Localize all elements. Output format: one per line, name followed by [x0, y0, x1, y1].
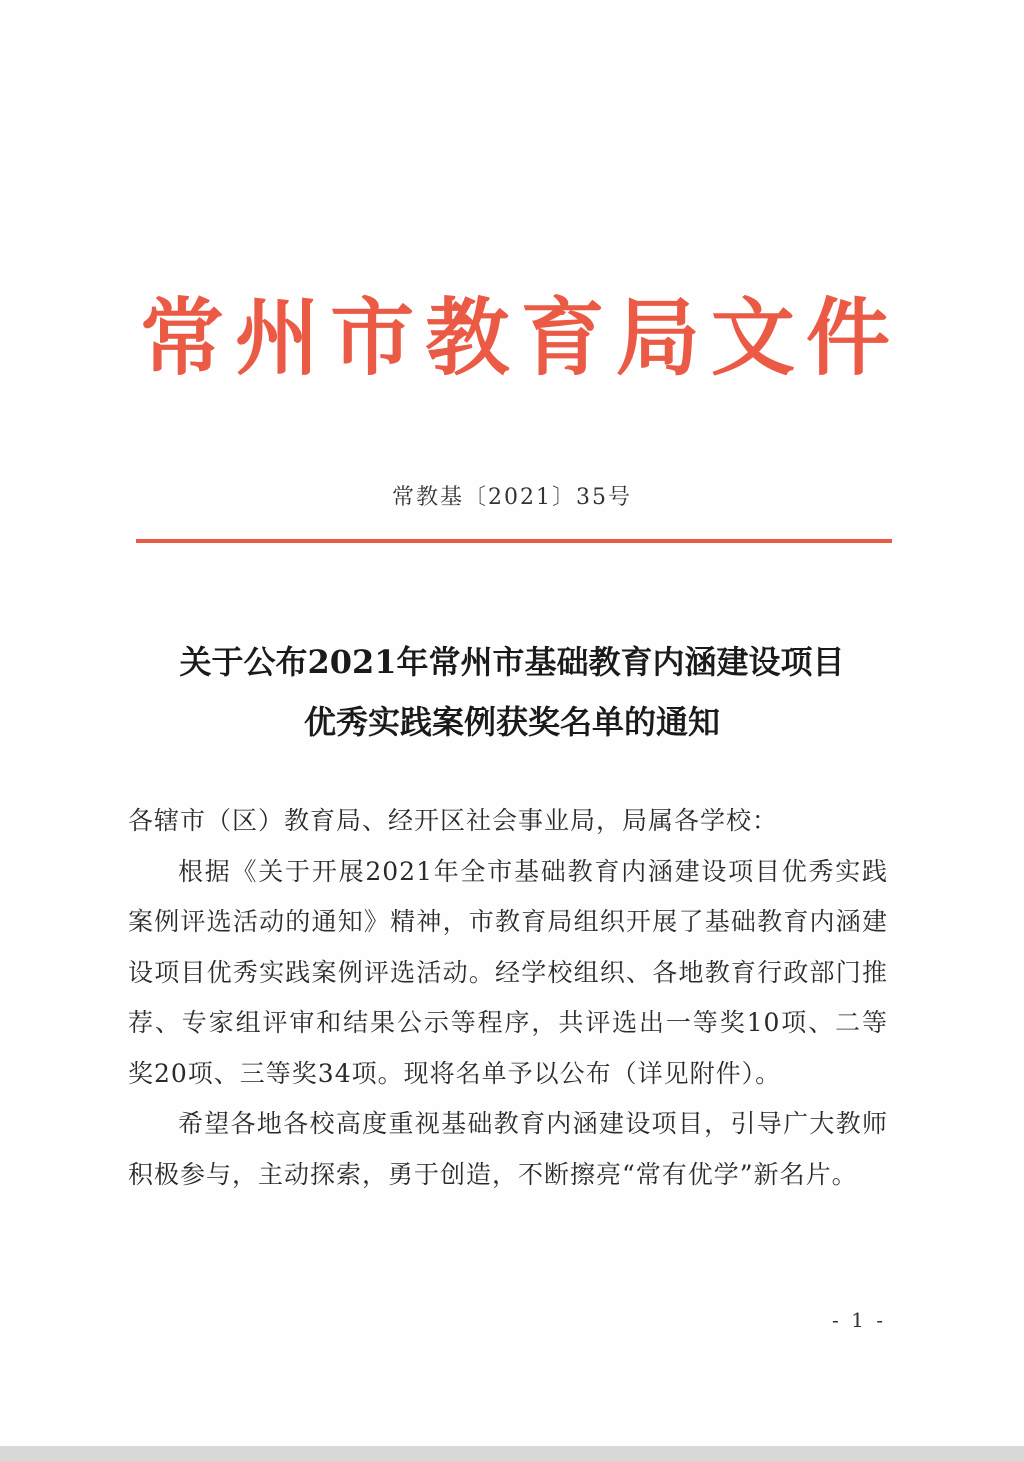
header-char: 市: [330, 288, 415, 387]
document-title-line-2: 优秀实践案例获奖名单的通知: [303, 703, 720, 741]
page-number: - 1 -: [832, 1308, 886, 1332]
document-number: 常教基〔2021〕35号: [392, 485, 632, 510]
header-char: 局: [615, 288, 700, 387]
body-paragraph-2: 希望各地各校高度重视基础教育内涵建设项目，引导广大教师积极参与，主动探索，勇于创造，不断擦亮“常有优学”新名片。: [128, 1109, 888, 1189]
red-divider: [136, 539, 892, 543]
header-char: 文: [710, 288, 795, 387]
salutation: 各辖市（区）教育局、经开区社会事业局，局属各学校：: [128, 806, 779, 835]
document-body: [128, 796, 888, 1200]
header-char: 育: [520, 288, 605, 387]
body-paragraph-1: 根据《关于开展2021年全市基础教育内涵建设项目优秀实践案例评选活动的通知》精神，市教育局组织开展了基础教育内涵建设项目优秀实践案例评选活动。经学校组织、各地教育行政部门推荐、专家组评审和结果公示等程序，共评选出一等奖10项、二等奖20项、三等奖34项。现将名单予以公布（详见附件）。: [128, 856, 888, 1088]
bottom-edge-bar: [0, 1446, 1024, 1461]
document-title-line-1: 关于公布2021年常州市基础教育内涵建设项目: [179, 643, 845, 681]
header-char: 州: [235, 288, 320, 387]
header-char: 件: [805, 288, 890, 387]
header-char: 常: [140, 288, 225, 387]
issuing-authority-header: [140, 278, 890, 398]
header-char: 教: [425, 288, 510, 387]
document-title: [100, 632, 924, 752]
